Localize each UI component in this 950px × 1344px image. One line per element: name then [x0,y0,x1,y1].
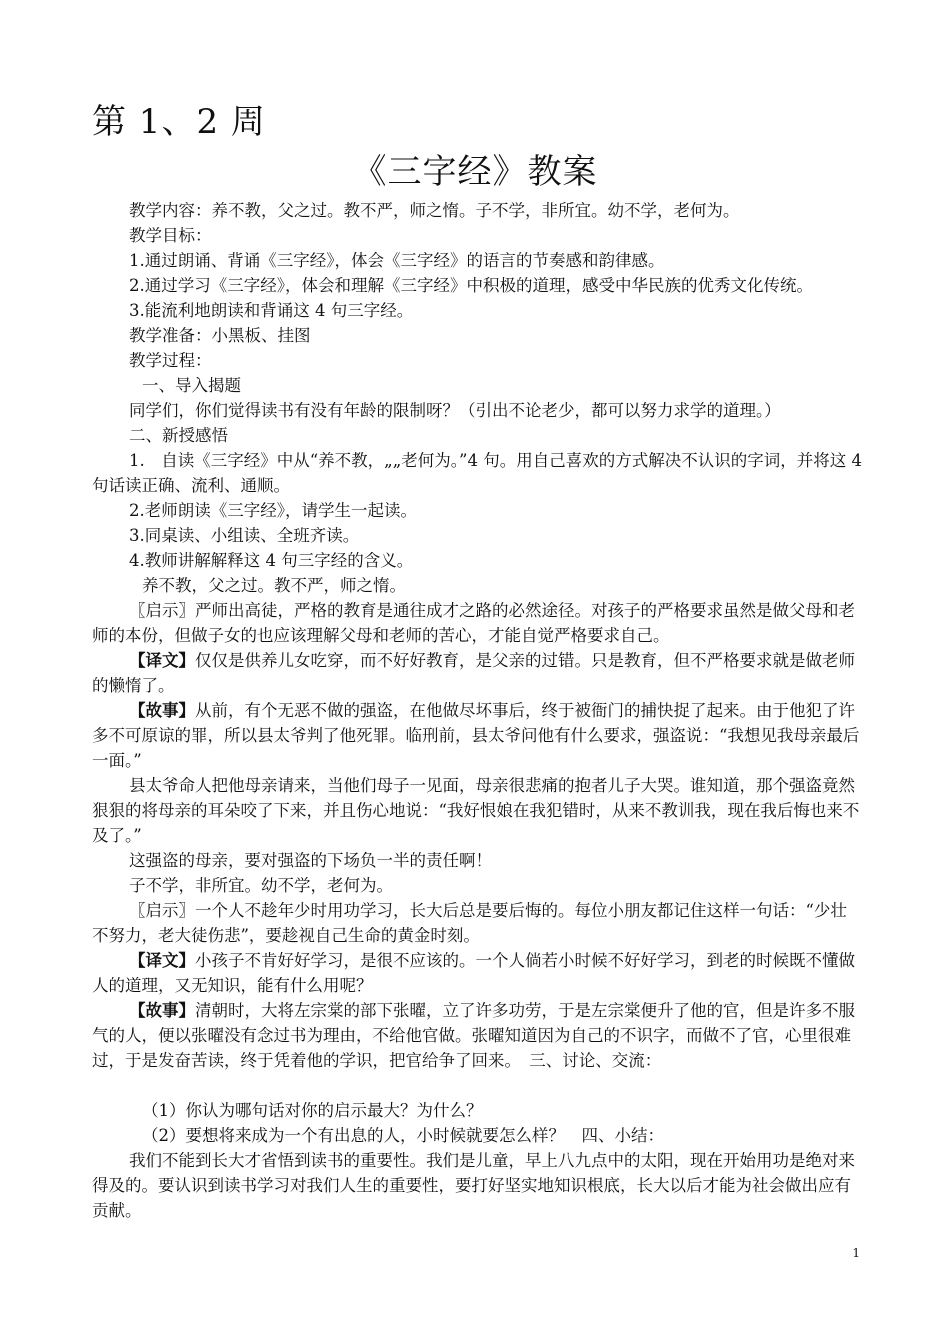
question-item: （2）要想将来成为一个有出息的人，小时候就要怎么样？ 四、小结： [142,1126,664,1145]
objective-item: 1.通过朗诵、背诵《三字经》，体会《三字经》的语言的节奏感和韵律感。 [129,251,665,270]
story-paragraph [92,698,862,773]
teaching-content: 教学内容：养不教，父之过。教不严，师之惰。子不学，非所宜。幼不学，老何为。 [129,201,740,220]
translation-text: 小孩子不肯好好学习，是很不应该的。一个人倘若小时候不好好学习，到老的时候既不懂做人的道理，又无知识，能有什么用呢？ [92,951,855,995]
translation-label: 【译文】 [129,951,195,970]
insight-paragraph [92,598,862,648]
objective-item: 3.能流利地朗读和背诵这 4 句三字经。 [129,301,414,320]
objective-item: 2.通过学习《三字经》，体会和理解《三字经》中积极的道理，感受中华民族的优秀文化传统。 [129,276,813,295]
insight-text: 严师出高徒，严格的教育是通往成才之路的必然途径。对孩子的严格要求虽然是做父母和老师的本份，但做子女的也应该理解父母和老师的苦心，才能自觉严格要求自己。 [92,601,855,645]
document-title: 《三字经》教案 [352,152,598,192]
page-number: 1 [852,1246,860,1260]
spacer [92,1073,862,1098]
preparation: 教学准备：小黑板、挂图 [129,326,311,345]
translation-text: 仅仅是供养儿女吃穿，而不好好教育，是父亲的过错。只是教育，但不严格要求就是做老师的懒惰了。 [92,651,855,695]
week-heading: 第 1、2 周 [92,102,266,142]
step-item: 4.教师讲解解释这 4 句三字经的含义。 [129,551,414,570]
story-label: 【故事】 [129,701,195,720]
insight-text: 一个人不趁年少时用功学习，长大后总是要后悔的。每位小朋友都记住这样一句话：“少壮不努力，老大徒伤悲”，要趁视自己生命的黄金时刻。 [92,901,847,945]
step-item: 3.同桌读、小组读、全班齐读。 [129,526,360,545]
paragraph: 这强盗的母亲，要对强盗的下场负一半的责任啊！ [129,851,492,870]
paragraph: 县太爷命人把他母亲请来，当他们母子一见面，母亲很悲痛的抱者儿子大哭。谁知道，那个强盗竟然狠狠的将母亲的耳朵咬了下来，并且伤心地说：“我好恨娘在我犯错时，从来不教训我，现在我后悔也来不及了。” [92,776,860,845]
summary-paragraph: 我们不能到长大才省悟到读书的重要性。我们是儿童，早上八九点中的太阳，现在开始用功是绝对来得及的。要认识到读书学习对我们人生的重要性，要打好坚实地知识根底，长大以后才能为社会做出应有贡献。 [92,1151,855,1220]
step-item: 1. 自读《三字经》中从“养不教，„„老何为。”4 句。用自己喜欢的方式解决不认识的字词，并将这 4 句话读正确、流利、通顺。 [92,451,862,495]
step-item: 2.老师朗读《三字经》，请学生一起读。 [129,501,417,520]
objectives-label: 教学目标： [129,226,212,245]
section-heading: 一、导入揭题 [142,376,241,395]
verse-line: 养不教，父之过。教不严，师之惰。 [142,576,406,595]
translation-paragraph [92,948,862,998]
translation-paragraph [92,648,862,698]
process-label: 教学过程： [129,351,212,370]
insight-paragraph [92,898,862,948]
story-text: 清朝时，大将左宗棠的部下张曜，立了许多功劳，于是左宗棠便升了他的官，但是许多不服气的人，便以张曜没有念过书为理由，不给他官做。张曜知道因为自己的不识字，而做不了官，心里很难过，于是发奋苦读，终于凭着他的学识，把官给争了回来。 三、讨论、交流： [92,1001,855,1070]
story-paragraph [92,998,862,1073]
story-text: 从前，有个无恶不做的强盗，在他做尽坏事后，终于被衙门的捕快捉了起来。由于他犯了许多不可原谅的罪，所以县太爷判了他死罪。临刑前，县太爷问他有什么要求，强盗说：“我想见我母亲最后一面。” [92,701,860,770]
story-label: 【故事】 [129,1001,195,1020]
paragraph: 同学们，你们觉得读书有没有年龄的限制呀？（引出不论老少，都可以努力求学的道理。） [129,401,781,420]
document-body [92,198,862,1223]
question-item: （1）你认为哪句话对你的启示最大？为什么？ [142,1101,483,1120]
translation-label: 【译文】 [129,651,195,670]
verse-line: 子不学，非所宜。幼不学，老何为。 [129,876,393,895]
insight-label: 〖启示〗 [129,901,195,920]
insight-label: 〖启示〗 [129,601,195,620]
section-heading: 二、新授感悟 [129,426,228,445]
